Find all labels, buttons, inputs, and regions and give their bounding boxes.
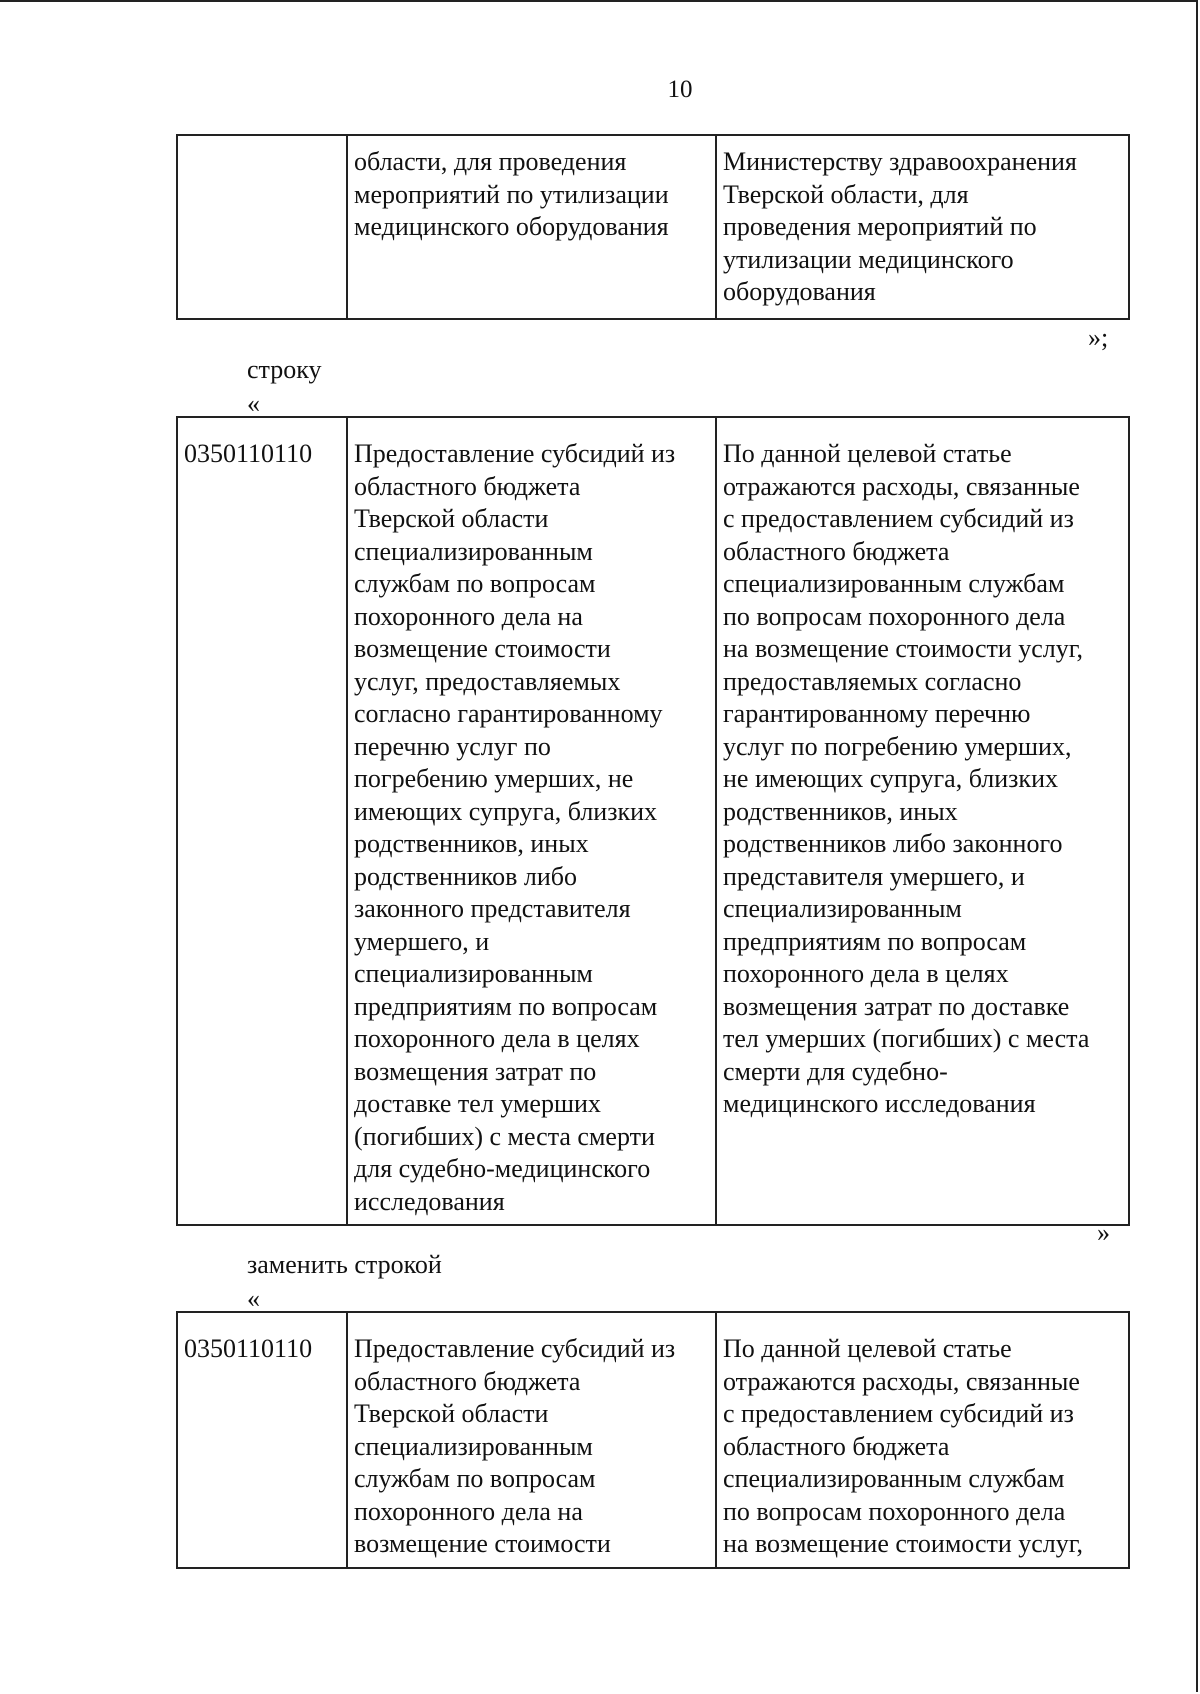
table-row: [177, 135, 1129, 319]
target-name-cell: области, для проведения мероприятий по утилизации медицинского оборудования: [347, 135, 716, 319]
target-description-cell: По данной целевой статье отражаются расходы, связанные с предоставлением субсидий из областного бюджета специализированным службам по вопросам похоронного дела на возмещение стоимости услуг, предоставляемых согласно гарантированному перечню услуг по погребению умерших, не имеющих супруга, близких родственников, иных родственников либо законного представителя умершего, и специализированным предприятиям по вопросам похоронного дела в целях возмещения затрат по доставке тел умерших (погибших) с места смерти для судебно- медицинского исследования: [716, 417, 1129, 1225]
budget-table-old-line: [176, 416, 1130, 1226]
target-description-cell: По данной целевой статье отражаются расходы, связанные с предоставлением субсидий из областного бюджета специализированным службам по вопросам похоронного дела на возмещение стоимости услуг,: [716, 1312, 1129, 1568]
budget-table-continuation: [176, 134, 1130, 320]
instruction-text-stroku: строку: [247, 355, 322, 384]
target-code-cell: [177, 135, 347, 319]
target-code-cell: 0350110110: [177, 1312, 347, 1568]
target-name-cell: Предоставление субсидий из областного бюджета Тверской области специализированным службам по вопросам похоронного дела на возмещение стоимости услуг, предоставляемых согласно гарантированному перечню услуг по погребению умерших, не имеющих супруга, близких родственников, иных родственников либо законного представителя умершего, и специализированным предприятиям по вопросам похоронного дела в целях возмещения затрат по доставке тел умерших (погибших) с места смерти для судебно-медицинского исследования: [347, 417, 716, 1225]
target-name-cell: Предоставление субсидий из областного бюджета Тверской области специализированным службам по вопросам похоронного дела на возмещение стоимости: [347, 1312, 716, 1568]
closing-quote: »;: [1088, 323, 1109, 352]
opening-quote: «: [247, 389, 260, 418]
table-row: [177, 1312, 1129, 1568]
opening-quote: «: [247, 1284, 260, 1313]
budget-table-new-line: [176, 1311, 1130, 1569]
target-code-cell: 0350110110: [177, 417, 347, 1225]
target-description-cell: Министерству здравоохранения Тверской области, для проведения мероприятий по утилизации медицинского оборудования: [716, 135, 1129, 319]
closing-quote: »: [1097, 1218, 1110, 1247]
instruction-text-zamenit: заменить строкой: [247, 1250, 442, 1279]
table-row: [177, 417, 1129, 1225]
page-number: 10: [667, 76, 693, 103]
